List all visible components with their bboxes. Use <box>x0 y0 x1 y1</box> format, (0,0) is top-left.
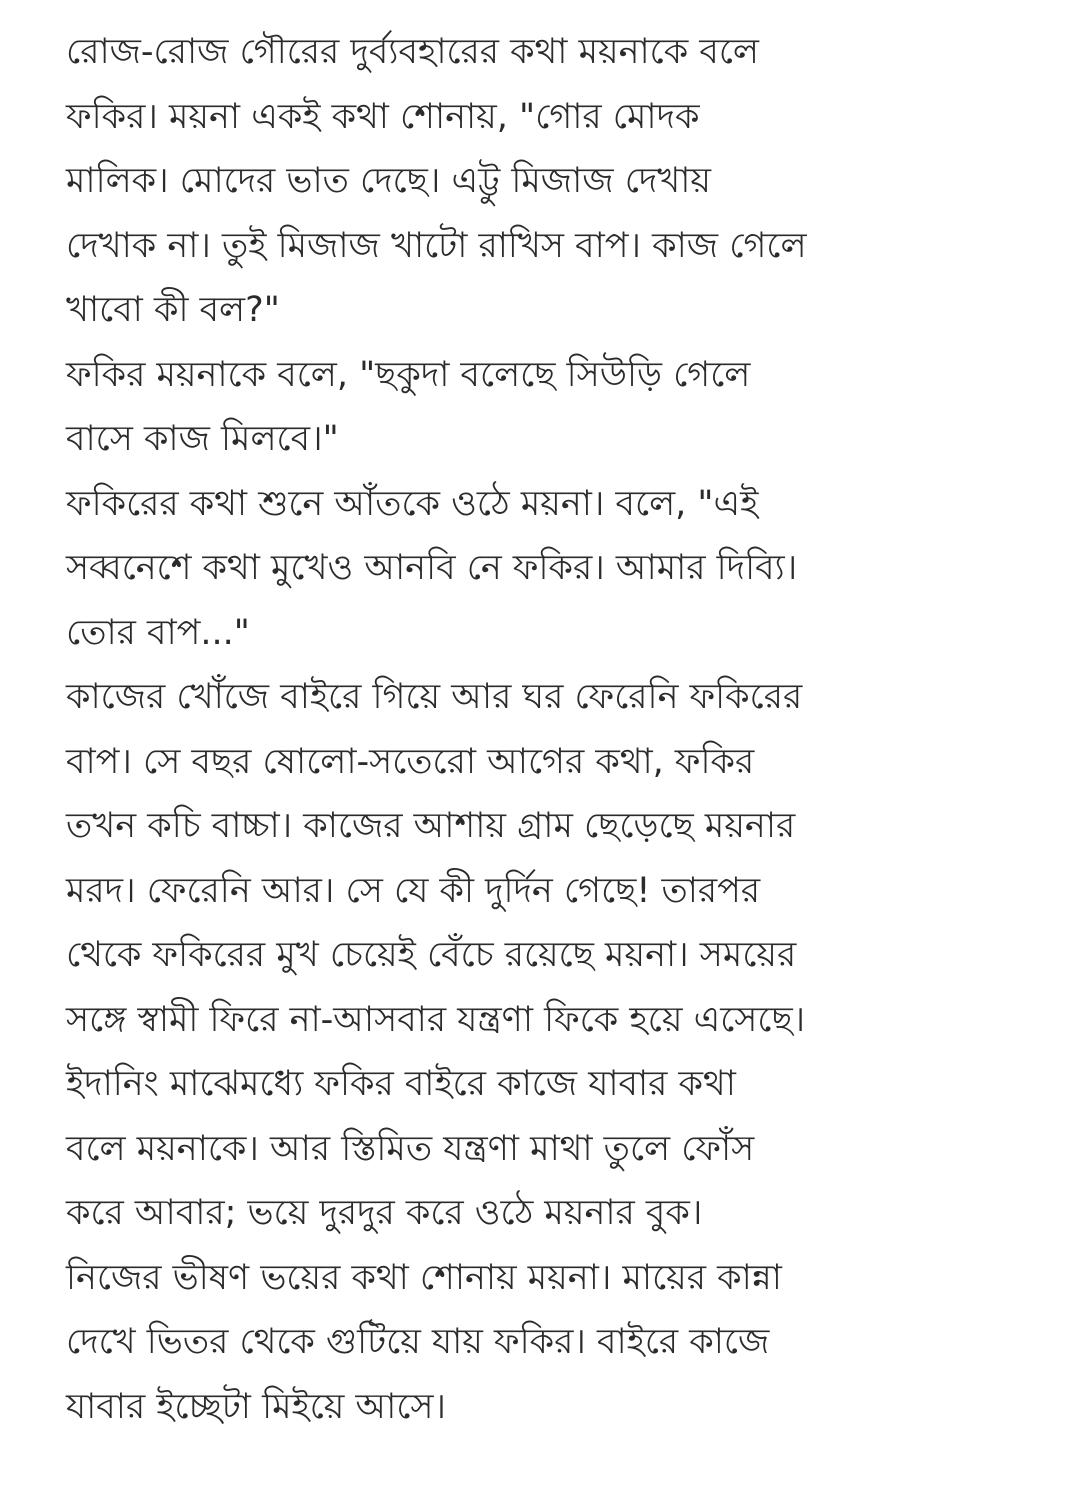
text-line: বাপ। সে বছর ষোলো-সতেরো আগের কথা, ফকির <box>66 741 755 782</box>
text-line: ইদানিং মাঝেমধ্যে ফকির বাইরে কাজে যাবার কথা <box>66 1064 736 1104</box>
text-line: দেখাক না। তুই মিজাজ খাটো রাখিস বাপ। কাজ গেলে <box>66 225 807 266</box>
text-line: করে আবার; ভয়ে দুরদুর করে ওঠে ময়নার বুক। <box>66 1193 703 1233</box>
text-line: মরদ। ফেরেনি আর। সে যে কী দুর্দিন গেছে! তারপর <box>66 870 761 911</box>
text-line: সব্বনেশে কথা মুখেও আনবি নে ফকির। আমার দিব্যি। <box>66 548 798 588</box>
text-line: তোর বাপ..." <box>66 612 250 653</box>
text-line: বলে ময়নাকে। আর স্তিমিত যন্ত্রণা মাথা তুলে ফোঁস <box>66 1128 755 1169</box>
text-line: দেখে ভিতর থেকে গুটিয়ে যায় ফকির। বাইরে কাজে <box>66 1322 770 1362</box>
text-line: থেকে ফকিরের মুখ চেয়েই বেঁচে রয়েছে ময়না। সময়ের <box>66 935 797 975</box>
story-text <box>66 20 1066 1439</box>
text-line: নিজের ভীষণ ভয়ের কথা শোনায় ময়না। মায়ের কান্না <box>66 1257 782 1298</box>
text-line: খাবো কী বল?" <box>66 290 280 330</box>
text-line: সঙ্গে স্বামী ফিরে না-আসবার যন্ত্রণা ফিকে হয়ে এসেছে। <box>66 999 806 1040</box>
text-line: কাজের খোঁজে বাইরে গিয়ে আর ঘর ফেরেনি ফকিরের <box>66 677 803 717</box>
text-line: রোজ-রোজ গৌরের দুর্ব্যবহারের কথা ময়নাকে বলে <box>66 32 759 72</box>
text-line: ফকিরের কথা শুনে আঁতকে ওঠে ময়না। বলে, "এই <box>66 483 759 524</box>
text-line: ফকির ময়নাকে বলে, "ছকুদা বলেছে সিউড়ি গেলে <box>66 354 751 395</box>
text-line: যাবার ইচ্ছেটা মিইয়ে আসে। <box>66 1386 447 1427</box>
text-line: মালিক। মোদের ভাত দেছে। এট্টু মিজাজ দেখায় <box>66 161 712 201</box>
text-line: ফকির। ময়না একই কথা শোনায়, "গোর মোদক <box>66 96 700 137</box>
text-line: তখন কচি বাচ্চা। কাজের আশায় গ্রাম ছেড়েছে ময়নার <box>66 806 796 846</box>
text-line: বাসে কাজ মিলবে।" <box>66 419 339 459</box>
